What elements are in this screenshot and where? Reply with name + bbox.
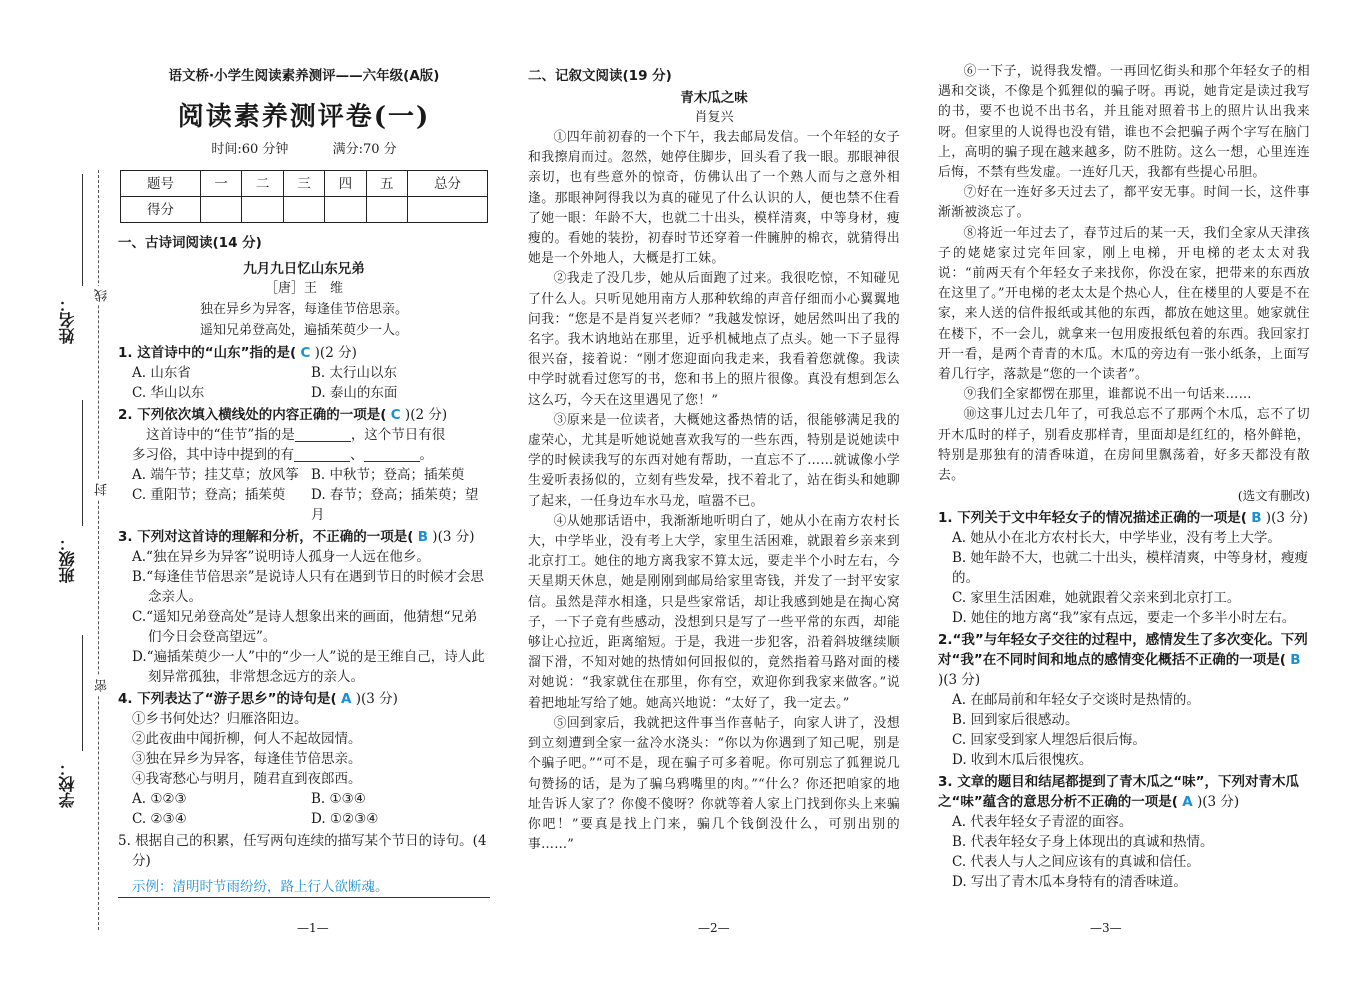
name-blank-line [82, 174, 83, 286]
score-table-cell: 二 [242, 171, 283, 197]
article-paragraph: ③原来是一位读者，大概她这番热情的话，很能够满足我的虚荣心，尤其是听她说她喜欢我写的一些东西，特别是说她读中学的时候读我写的东西对她有帮助，一直忘不了……就诚像小学生爱听表扬似的，立刻有些发晕，找不着北了，站在街头和她聊了起来，一任身边车水马龙，喧嚣不已。 [528, 412, 900, 509]
poem-author: ［唐］王 维 [264, 281, 343, 296]
question-2-1 [938, 508, 1310, 628]
page-number-2: —2— [698, 921, 730, 935]
score-table-cell: 总分 [408, 171, 488, 197]
poem-title: 九月九日忆山东兄弟 [243, 261, 365, 277]
article-paragraph: ②我走了没几步，她从后面跑了过来。我很吃惊，不知碰见了什么人。只听见她用南方人那种软绵的声音仔细而小心翼翼地问我：“您是不是肖复兴老师？”我越发惊讶，她居然叫出了我的名字。我木讷地站在那里，近乎机械地点了点头。她一下子显得很兴奋，接着说：“刚才您迎面向我走来，我看着您就像。我读中学时就看过您写的书，您和书上的照片很像。真没有想到怎么这么巧，今天在这里遇见了您！” [528, 271, 900, 408]
exam-time: 时间:60 分钟 [211, 142, 289, 157]
question-stem: 4. 下列表达了“游子思乡”的诗句是( A )(3 分) [118, 691, 398, 707]
option[interactable]: A.“独在异乡为异客”说明诗人孤身一人远在他乡。 [132, 549, 430, 565]
answer-mark: A [1182, 794, 1193, 811]
question-stem: 3. 文章的题目和结尾都提到了青木瓜之“味”，下列对青木瓜之“味”蕴含的意思分析不正确的一项是( A )(3 分) [938, 774, 1299, 811]
series-title: 语文桥·小学生阅读素养测评——六年级(A版) [168, 68, 440, 84]
option[interactable]: D.“遍插茱萸少一人”中的“少一人”说的是王维自己，诗人此刻异常孤独，非常想念远方的亲人。 [132, 649, 485, 685]
column-3 [938, 62, 1310, 892]
score-blank-2[interactable] [242, 197, 283, 223]
school-blank-line [82, 635, 83, 751]
poem-line: 遥知兄弟登高处，遍插茱萸少一人。 [199, 323, 408, 338]
option[interactable]: A. 她从小在北方农村长大，中学毕业，没有考上大学。 [952, 530, 1281, 547]
article-paragraph: ⑨我们全家都愣在那里，谁都说不出一句话来…… [963, 387, 1252, 403]
question-stem: 2.“我”与年轻女子交往的过程中，感情发生了多次变化。下列对“我”在不同时间和地点的感情变化概括不正确的一项是( B )(3 分) [938, 632, 1308, 689]
question-stem: 5. 根据自己的积累，任写两句连续的描写某个节日的诗句。(4 分) [118, 833, 487, 869]
column-2 [528, 62, 900, 855]
poem-line: 独在异乡为异客，每逢佳节倍思亲。 [199, 302, 408, 317]
question-1-5 [118, 831, 490, 898]
option[interactable]: B. 代表年轻女子身上体现出的真诚和热情。 [952, 834, 1214, 851]
fill-blank[interactable] [295, 427, 351, 442]
option[interactable]: C. 代表人与人之间应该有的真诚和信任。 [952, 854, 1200, 871]
option[interactable]: C.“遥知兄弟登高处”是诗人想象出来的画面，他猜想“兄弟们今日会登高望远”。 [132, 609, 478, 645]
binding-margin [0, 0, 118, 999]
option[interactable]: C. 回家受到家人埋怨后很后悔。 [952, 732, 1146, 749]
section-2-heading: 二、记叙文阅读(19 分) [528, 68, 672, 84]
page-number-1: —1— [297, 921, 329, 935]
answer-mark: A [340, 691, 352, 707]
option[interactable]: C. 家里生活困难，她就跟着父亲来到北京打工。 [952, 590, 1241, 607]
option[interactable]: D. 收到木瓜后很愧疚。 [952, 752, 1093, 769]
article-paragraph: ①四年前初春的一个下午，我去邮局发信。一个年轻的女子和我擦肩而过。忽然，她停住脚步，回头看了我一眼。那眼神很亲切，也有些意外的惊奇，仿佛认出了一个熟人而与之意外相逢。那眼神阿得我以为真的碰见了什么认识的人，便也禁不住看了她一眼：年龄不大，也就二十出头，模样清爽，中等身材，瘦瘦的。看她的装扮，初春时节还穿着一件臃肿的棉衣，就猜得出她是一个外地人，大概是打工妹。 [528, 130, 900, 267]
source-note: (选文有删改) [1237, 488, 1310, 504]
fill-blank[interactable] [294, 447, 350, 462]
option[interactable]: B. 中秋节；登高；插茱萸 [311, 467, 465, 483]
score-blank-3[interactable] [283, 197, 324, 223]
article-paragraph: ⑥一下子，说得我发懵。一再回忆街头和那个年轻女子的相遇和交谈，不像是个狐狸似的骗子呀。再说，她肯定是读过我写的书，要不也说不出书名，并且能对照着书上的照片认出我来呀。但家里的人说得也没有错，谁也不会把骗子两个字写在脑门上，高明的骗子现在越来越多，防不胜防。这么一想，心里连连后悔，不禁有些发虚。一连好几天，我都有些提心吊胆。 [938, 64, 1310, 181]
column-1 [118, 62, 490, 898]
option[interactable]: A. ①②③ [132, 791, 187, 807]
option[interactable]: D. 泰山的东面 [311, 385, 398, 401]
answer-mark: C [390, 407, 401, 423]
option[interactable]: B.“每逢佳节倍思亲”是说诗人只有在遇到节日的时候才会思念亲人。 [132, 569, 485, 605]
option[interactable]: A. 端午节；挂艾草；放风筝 [132, 467, 299, 483]
option[interactable]: D. 她住的地方离“我”家有点远，要走一个多半小时左右。 [952, 610, 1296, 627]
answer-mark: C [300, 345, 311, 361]
option[interactable]: B. 回到家后很感动。 [952, 712, 1079, 729]
score-blank-4[interactable] [325, 197, 366, 223]
poem-item: ①乡书何处达？归雁洛阳边。 [132, 711, 308, 727]
school-label: 学校： [58, 760, 77, 808]
option[interactable]: C. 重阳节；登高；插茱萸 [132, 487, 286, 503]
question-1-4 [118, 689, 490, 829]
article-paragraph: ⑤回到家后，我就把这件事当作喜帖子，向家人讲了，没想到立刻遭到全家一盆冷水浇头：“你以为你遇到了知己呢，别是个骗子吧。”“可不是，现在骗子可多着呢。你可别忘了狐狸说几句赞扬的话，是为了骗乌鸦嘴里的肉。”“什么？你还把咱家的地址告诉人家了？你傻不傻呀？你就等着人家上门找到你头上来骗你吧！”要真是找上门来，骗几个钱倒没什么，可别出别的事……” [528, 715, 900, 853]
score-table-score-row [121, 197, 488, 223]
article-title: 青木瓜之味 [680, 90, 748, 106]
score-blank-1[interactable] [200, 197, 241, 223]
question-stem: 1. 这首诗中的“山东”指的是( C )(2 分) [118, 345, 357, 361]
option[interactable]: D. ①②③④ [311, 811, 379, 827]
option[interactable]: C. 华山以东 [132, 385, 205, 401]
exam-full-score: 满分:70 分 [332, 142, 397, 157]
question-2-3 [938, 772, 1310, 892]
question-1-1 [118, 343, 490, 403]
article-paragraph: ④从她那话语中，我渐渐地听明白了，她从小在南方农村长大，中学毕业，没有考上大学，家里生活困难，就跟着乡亲来到北京打工。她住的地方离我家不算太远，要走半个小时左右，今天星期天休息，她是刚刚到邮局给家里寄钱，并发了一封平安家信。虽然是萍水相逢，只是些家常话，却让我感到她是在掏心窝子，一下子竟有些感动，没想到只是写了一些平常的东西，却能够让心拉近，距离缩短。于是，我进一步犯客，沿着斜坡继续顺溜下滑，不知对她的热情如何回报似的，竟然指着马路对面的楼对她说：“我家就住在那里，你有空，欢迎你到我家来做客。”说着把地址写给了她。她高兴地说：“太好了，我一定去。” [528, 513, 900, 711]
question-2-2 [938, 630, 1310, 770]
answer-example[interactable]: 示例：清明时节雨纷纷，路上行人欲断魂。 [118, 877, 490, 898]
question-stem: 3. 下列对这首诗的理解和分析，不正确的一项是( B )(3 分) [118, 529, 475, 545]
poem-item: ③独在异乡为异客，每逢佳节倍思亲。 [132, 751, 362, 767]
question-1-3 [118, 527, 490, 687]
article-paragraph: ⑩这事儿过去几年了，可我总忘不了那两个木瓜，忘不了切开木瓜时的样子，别看皮那样青，里面却是红红的，格外鲜艳，特别是那独有的清香味道，在房间里飘荡着，好多天都没有散去。 [938, 407, 1310, 484]
option[interactable]: A. 山东省 [132, 365, 191, 381]
score-table [120, 170, 488, 223]
answer-mark: B [1251, 510, 1262, 527]
score-blank-5[interactable] [366, 197, 407, 223]
seal-mark-mi: 密 [93, 676, 113, 695]
poem-item: ②此夜曲中闻折柳，何人不起故园情。 [132, 731, 362, 747]
fill-blank[interactable] [364, 447, 420, 462]
article-paragraph: ⑧将近一年过去了，春节过后的某一天，我们全家从天津孩子的姥姥家过完年回家，刚上电梯，开电梯的老太太对我说：“前两天有个年轻女子来找你，你没在家，把带来的东西放在这里了。”开电梯的老太太是个热心人，住在楼里的人要是不在家，来人送的信件报纸或其他的东西，都放在她这里。她家就住在楼下，不一会儿，就拿来一包用废报纸包着的东西。我回家打开一看，是两个青青的木瓜。木瓜的旁边有一张小纸条，上面写着几行字，落款是“您的一个读者”。 [938, 225, 1310, 383]
seal-mark-xian: 线 [93, 286, 113, 305]
seal-mark-feng: 封 [93, 480, 113, 499]
score-table-cell: 三 [283, 171, 324, 197]
article-paragraph: ⑦好在一连好多天过去了，都平安无事。时间一长，这件事渐渐被淡忘了。 [938, 185, 1310, 221]
score-table-cell: 五 [366, 171, 407, 197]
class-blank-line [82, 400, 83, 526]
question-stem: 1. 下列关于文中年轻女子的情况描述正确的一项是( B )(3 分) [938, 510, 1308, 527]
option[interactable]: D. 春节；登高；插茱萸；望月 [311, 487, 479, 523]
score-table-header-row [121, 171, 488, 197]
question-stem: 2. 下列依次填入横线处的内容正确的一项是( C )(2 分) [118, 407, 448, 423]
class-label: 班级： [58, 535, 77, 583]
option[interactable]: C. ②③④ [132, 811, 187, 827]
option[interactable]: D. 写出了青木瓜本身特有的清香味道。 [952, 874, 1187, 891]
option[interactable]: B. 她年龄不大，也就二十出头，模样清爽，中等身材，瘦瘦的。 [952, 550, 1309, 587]
article-author: 肖复兴 [694, 110, 734, 125]
score-table-cell: 得分 [121, 197, 201, 223]
name-label: 姓名： [58, 296, 77, 344]
option[interactable]: B. ①③④ [311, 791, 366, 807]
option[interactable]: A. 在邮局前和年轻女子交谈时是热情的。 [952, 692, 1200, 709]
page-number-3: —3— [1090, 921, 1122, 935]
poem-item: ④我寄愁心与明月，随君直到夜郎西。 [132, 771, 362, 787]
score-table-cell: 题号 [121, 171, 201, 197]
answer-mark: B [417, 529, 428, 545]
answer-mark: B [1290, 652, 1301, 669]
section-1-heading: 一、古诗词阅读(14 分) [118, 235, 262, 251]
option[interactable]: A. 代表年轻女子青涩的面容。 [952, 814, 1133, 831]
score-blank-total[interactable] [408, 197, 488, 223]
exam-info [118, 140, 490, 160]
paper-title: 阅读素养测评卷(一) [177, 102, 431, 132]
score-table-cell: 一 [200, 171, 241, 197]
score-table-cell: 四 [325, 171, 366, 197]
seal-line [98, 170, 100, 930]
question-1-2: 2. 下列依次填入横线处的内容正确的一项是( C )(2 分) 这首诗中的“佳节”指的是 ，这个节日有很 多习俗，其中诗中提到的有 、 。 A. 端午节；挂艾草；放风筝 B. 中秋节；登高；插茱萸 C. 重阳节；登高；插茱萸 D. 春节；登高；插茱萸；望月 [118, 405, 490, 525]
option[interactable]: B. 太行山以东 [311, 365, 398, 381]
